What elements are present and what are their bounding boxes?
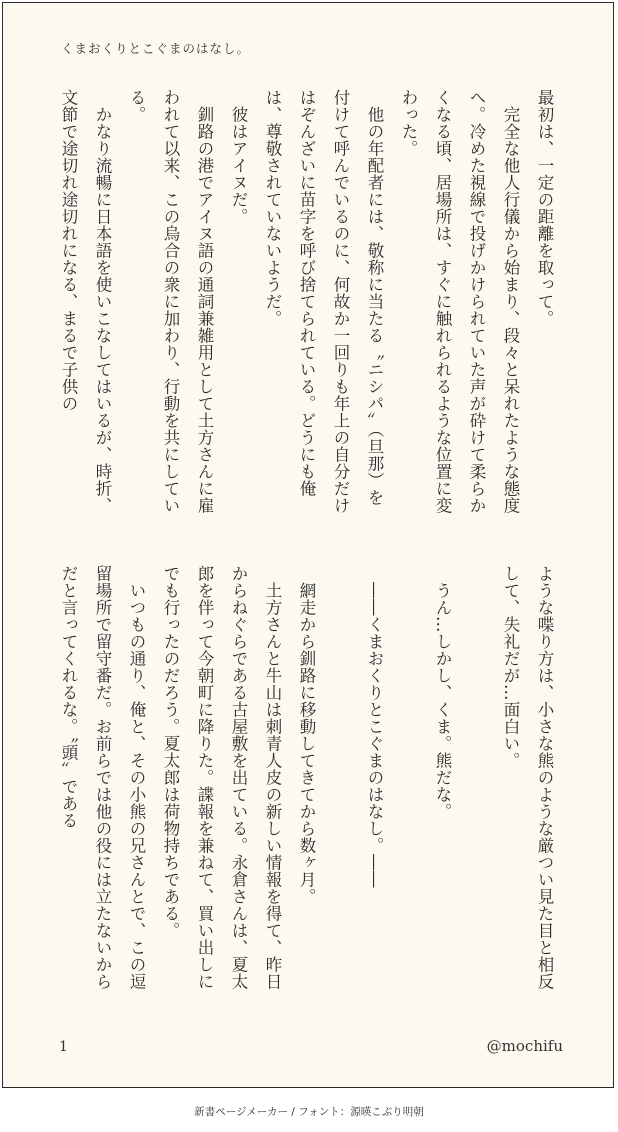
author-handle: @mochifu xyxy=(486,1037,563,1055)
paragraph: 完全な他人行儀から始まり、段々と呆れたような態度へ。冷めた視線で投げかけられていた声が砕けて柔らかくなる頃、居場所は、すぐに触れられるような位置に変わった。 xyxy=(399,89,520,514)
paragraph: ような喋り方は、小さな熊のような厳つい見た目と相反して、失礼だが…面白い。 xyxy=(501,565,554,990)
paragraph: いつもの通り、俺と、その小熊の兄さんとで、この逗留場所で留守番だ。お前らでは他の役には立たないからだと言ってくれるな。〝頭〟である xyxy=(59,565,146,990)
section-heading: ――くまおくりとこぐまのはなし。―― xyxy=(365,581,384,888)
paragraph: 最初は、一定の距離を取って。 xyxy=(535,89,554,327)
paragraph: 網走から釧路に移動してきてから数ヶ月。 xyxy=(297,581,316,905)
page-number: 1 xyxy=(59,1039,68,1055)
generator-credit: 新書ページメーカー / フォント：源暎こぶり明朝 xyxy=(194,1106,424,1118)
blank-line xyxy=(391,565,425,995)
lower-text-block xyxy=(59,565,561,995)
paragraph: 土方さんと牛山は刺青人皮の新しい情報を得て、昨日からねぐらである古屋敷を出ている。永倉さんは、夏太郎を伴って今朝町に降りた。諜報を兼ねて、買い出しにでも行ったのだろう。夏太郎は荷物持ちである。 xyxy=(161,565,282,990)
blank-line xyxy=(323,565,357,995)
blank-line xyxy=(459,565,493,995)
paragraph: 彼はアイヌだ。 xyxy=(229,105,248,225)
novel-page xyxy=(2,2,614,1088)
paragraph: 他の年配者には、敬称に当たる〝ニシパ〟（旦那）を付けて呼んでいるのに、何故か一回りも年上の自分だけはぞんざいに苗字を呼び捨てられている。どうにも俺は、尊敬されていないようだ。 xyxy=(263,89,384,514)
paragraph: かなり流暢に日本語を使いこなしてはいるが、時折、文節で途切れ途切れになる、まるで子供の xyxy=(59,89,112,514)
paragraph: 釧路の港でアイヌ語の通詞兼雑用として土方さんに雇われて以来、この烏合の衆に加わり、行動を共にしている。 xyxy=(127,89,214,514)
paragraph: うん…しかし、くま。熊だな。 xyxy=(433,581,452,820)
header-title: くまおくりとこぐまのはなし。 xyxy=(61,41,251,56)
upper-text-block xyxy=(59,89,561,517)
